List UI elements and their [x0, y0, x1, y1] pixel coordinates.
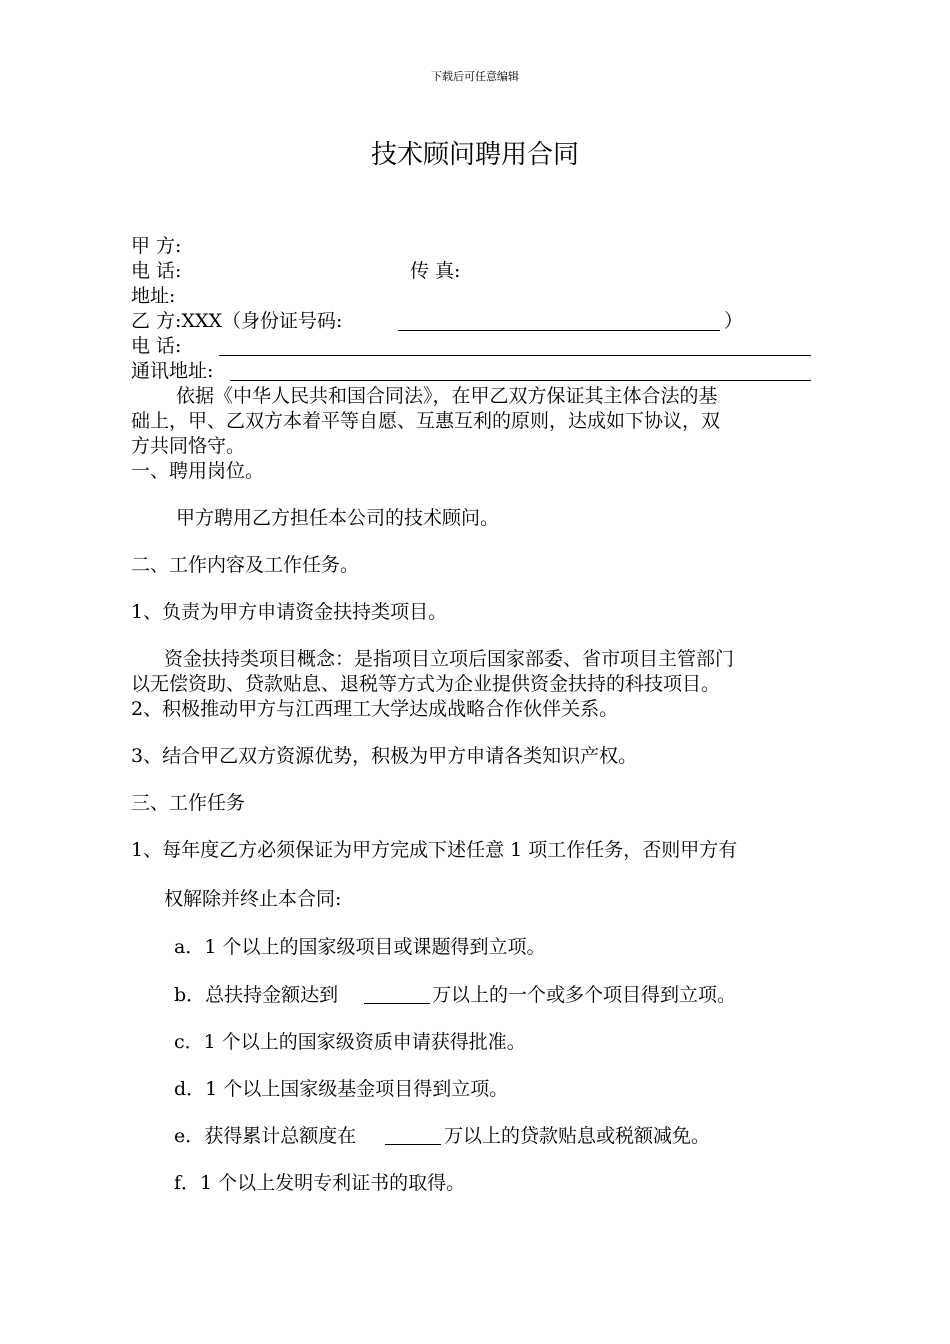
task-f: f．1 个以上发明专利证书的取得。: [174, 1172, 466, 1194]
party-b-label-close: ）: [724, 310, 744, 332]
section-2-concept-line-1: 资金扶持类项目概念：是指项目立项后国家部委、省市项目主管部门: [164, 648, 735, 670]
task-e-prefix: e．获得累计总额度在: [174, 1125, 357, 1147]
preamble-line-2: 础上，甲、乙双方本着平等自愿、互惠互利的原则，达成如下协议，双: [131, 410, 721, 432]
section-2-heading: 二、工作内容及工作任务。: [131, 554, 360, 576]
section-2-item-1: 1、负责为甲方申请资金扶持类项目。: [131, 601, 448, 623]
preamble-line-1: 依据《中华人民共和国合同法》，在甲乙双方保证其主体合法的基: [176, 385, 718, 407]
section-3-item-1-line-1: 1、每年度乙方必须保证为甲方完成下述任意 1 项工作任务，否则甲方有: [131, 839, 738, 861]
preamble-line-3: 方共同恪守。: [131, 435, 246, 457]
task-e-suffix: 万以上的贷款贴息或税额减免。: [444, 1125, 711, 1147]
party-b-label: 乙 方:XXX（身份证号码:: [131, 310, 343, 332]
page-header: 下载后可任意编辑: [431, 70, 519, 83]
document-title: 技术顾问聘用合同: [370, 140, 579, 170]
section-3-heading: 三、工作任务: [131, 792, 246, 814]
party-b-address-blank: [230, 380, 811, 381]
task-c: c．1 个以上的国家级资质申请获得批准。: [174, 1031, 526, 1053]
party-a-phone-label: 电 话:: [131, 260, 182, 282]
section-2-item-2: 2、积极推动甲方与江西理工大学达成战略合作伙伴关系。: [131, 698, 619, 720]
task-b-amount-blank: [364, 1003, 430, 1004]
section-1-body: 甲方聘用乙方担任本公司的技术顾问。: [176, 507, 500, 529]
party-a-label: 甲 方:: [131, 235, 182, 257]
section-2-item-3: 3、结合甲乙双方资源优势，积极为甲方申请各类知识产权。: [131, 745, 638, 767]
id-number-blank: [398, 330, 720, 331]
task-a: a．1 个以上的国家级项目或课题得到立项。: [174, 936, 546, 958]
party-a-address-label: 地址:: [131, 285, 176, 307]
task-b-suffix: 万以上的一个或多个项目得到立项。: [432, 984, 737, 1006]
party-b-address-label: 通讯地址:: [131, 360, 214, 382]
section-3-item-1-line-2: 权解除并终止本合同:: [164, 888, 342, 910]
section-1-heading: 一、聘用岗位。: [131, 460, 265, 482]
party-a-fax-label: 传 真:: [410, 260, 461, 282]
party-b-phone-blank: [219, 355, 811, 356]
task-b-prefix: b．总扶持金额达到: [174, 984, 339, 1006]
section-2-concept-line-2: 以无偿资助、贷款贴息、退税等方式为企业提供资金扶持的科技项目。: [131, 673, 721, 695]
task-d: d．1 个以上国家级基金项目得到立项。: [174, 1078, 509, 1100]
task-e-amount-blank: [385, 1144, 441, 1145]
party-b-phone-label: 电 话:: [131, 335, 182, 357]
